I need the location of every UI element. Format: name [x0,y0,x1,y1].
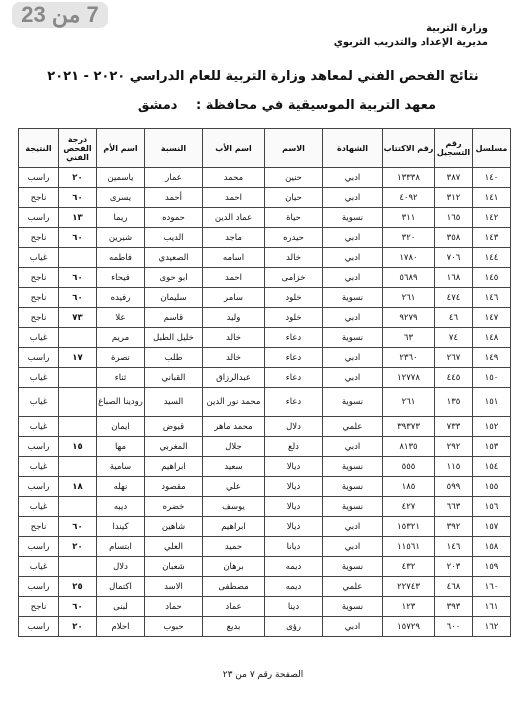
name-cell: خالد [265,248,323,268]
mother-name-cell: فيحاء [97,268,145,288]
name-cell: ديالا [265,497,323,517]
subscription-number-cell: ٢٦١ [383,388,435,417]
table-row [19,208,511,228]
column-header: رقم الاكتتاب [383,129,435,168]
column-header: مسلسل [473,129,511,168]
registration-number-cell: ١٣٥ [435,388,473,417]
name-cell: دعاء [265,368,323,388]
mother-name-cell: ثناء [97,368,145,388]
table-row [19,268,511,288]
father-name-cell: سعيد [203,457,265,477]
institute-label: معهد التربية الموسيقية في محافظة : [196,98,436,113]
surname-cell: طلب [145,348,203,368]
mother-name-cell: ديبه [97,497,145,517]
father-name-cell: عبدالرزاق [203,368,265,388]
father-name-cell: محمد ماهر [203,417,265,437]
certificate-cell: ادبي [323,308,383,328]
father-name-cell: احمد [203,188,265,208]
name-cell: ديالا [265,457,323,477]
registration-number-cell: ١٤٦ [435,537,473,557]
subscription-number-cell: ١٨٥ [383,477,435,497]
result-cell: ناجح [19,188,59,208]
column-header: اسم الأب [203,129,265,168]
mark-cell: ٢٠ [59,617,97,637]
certificate-cell: نسوية [323,557,383,577]
table-row [19,388,511,417]
result-cell: ناجح [19,228,59,248]
column-header: النسبة [145,129,203,168]
father-name-cell: مصطفى [203,577,265,597]
serial-cell: ١٦٠ [473,577,511,597]
registration-number-cell: ٢٠٣ [435,557,473,577]
certificate-cell: ادبي [323,168,383,188]
registration-number-cell: ٤٧٤ [435,288,473,308]
column-header: اسم الأم [97,129,145,168]
mark-cell: ٦٠ [59,597,97,617]
table-header-row [19,129,511,168]
mother-name-cell: احلام [97,617,145,637]
certificate-cell: ادبي [323,228,383,248]
serial-cell: ١٦١ [473,597,511,617]
serial-cell: ١٥٨ [473,537,511,557]
name-cell: خلود [265,308,323,328]
mark-cell: ١٥ [59,437,97,457]
surname-cell: القباني [145,368,203,388]
serial-cell: ١٥٧ [473,517,511,537]
mother-name-cell: اكتمال [97,577,145,597]
result-cell: راسب [19,617,59,637]
mark-cell: ٢٠ [59,168,97,188]
surname-cell: حماد [145,597,203,617]
surname-cell: الصعيدي [145,248,203,268]
name-cell: دلع [265,437,323,457]
mother-name-cell: ياسمين [97,168,145,188]
registration-number-cell: ٢٩٢ [435,437,473,457]
result-cell: غياب [19,368,59,388]
certificate-cell: ادبي [323,617,383,637]
father-name-cell: خالد [203,348,265,368]
subscription-number-cell: ٤٢٧ [383,497,435,517]
result-cell: غياب [19,557,59,577]
result-cell: راسب [19,577,59,597]
certificate-cell: نسوية [323,208,383,228]
serial-cell: ١٤٦ [473,288,511,308]
father-name-cell: يوسف [203,497,265,517]
mother-name-cell: علا [97,308,145,328]
mother-name-cell: لبنى [97,597,145,617]
mother-name-cell: شيرين [97,228,145,248]
mother-name-cell: نهله [97,477,145,497]
table-row [19,577,511,597]
subscription-number-cell: ١٢٣ [383,597,435,617]
result-cell: ناجح [19,597,59,617]
ministry-header [334,22,488,50]
surname-cell: حموده [145,208,203,228]
name-cell: ديمه [265,557,323,577]
name-cell: حنين [265,168,323,188]
mother-name-cell: مها [97,437,145,457]
mark-cell [59,417,97,437]
mother-name-cell: ايمان [97,417,145,437]
certificate-cell: نسوية [323,597,383,617]
subscription-number-cell: ١١٥٦١ [383,537,435,557]
name-cell: دعاء [265,348,323,368]
name-cell: دلال [265,417,323,437]
father-name-cell: عماد [203,597,265,617]
father-name-cell: احمد [203,268,265,288]
father-name-cell: ماجد [203,228,265,248]
result-cell: راسب [19,168,59,188]
column-header: درجة الفحص الفني [59,129,97,168]
table-row [19,228,511,248]
city-name: دمشق [137,98,178,113]
table-row [19,248,511,268]
subscription-number-cell: ٣٢٠ [383,228,435,248]
serial-cell: ١٤٩ [473,348,511,368]
registration-number-cell: ٣٩٣ [435,597,473,617]
surname-cell: خضره [145,497,203,517]
table-row [19,188,511,208]
table-row [19,288,511,308]
surname-cell: عمار [145,168,203,188]
subscription-number-cell: ٨١٣٥ [383,437,435,457]
certificate-cell: نسوية [323,497,383,517]
certificate-cell: ادبي [323,268,383,288]
surname-cell: المغربي [145,437,203,457]
mark-cell [59,248,97,268]
mark-cell: ٦٠ [59,517,97,537]
table-row [19,368,511,388]
registration-number-cell: ٧٤ [435,328,473,348]
surname-cell: قاسم [145,308,203,328]
subscription-number-cell: ٥٦٨٩ [383,268,435,288]
mother-name-cell: فاطمه [97,248,145,268]
father-name-cell: اسامه [203,248,265,268]
surname-cell: سليمان [145,288,203,308]
subscription-number-cell: ٢٢٧٤٣ [383,577,435,597]
table-row [19,348,511,368]
father-name-cell: وليد [203,308,265,328]
table-row [19,437,511,457]
serial-cell: ١٤٢ [473,208,511,228]
serial-cell: ١٤٨ [473,328,511,348]
serial-cell: ١٥٩ [473,557,511,577]
father-name-cell: حميد [203,537,265,557]
registration-number-cell: ٦٦٣ [435,497,473,517]
table-row [19,417,511,437]
subscription-number-cell: ١٥٣٢١ [383,517,435,537]
surname-cell: ابو حوى [145,268,203,288]
name-cell: رؤى [265,617,323,637]
subscription-number-cell: ١٣٣٣٨ [383,168,435,188]
subscription-number-cell: ٣١١ [383,208,435,228]
results-table-body [19,168,511,637]
subscription-number-cell: ٥٥٥ [383,457,435,477]
father-name-cell: بديع [203,617,265,637]
table-row [19,308,511,328]
mark-cell: ١٣ [59,208,97,228]
mother-name-cell: كيندا [97,517,145,537]
surname-cell: العلي [145,537,203,557]
subscription-number-cell: ٣٩٣٧٣ [383,417,435,437]
table-row [19,477,511,497]
mark-cell [59,368,97,388]
subscription-number-cell: ٤٠٩٢ [383,188,435,208]
result-cell: ناجح [19,308,59,328]
certificate-cell: نسوية [323,457,383,477]
document-title: نتائج الفحص الفني لمعاهد وزارة التربية للعام الدراسي ٢٠٢٠ - ٢٠٢١ [47,69,479,84]
table-row [19,168,511,188]
column-header: النتيجة [19,129,59,168]
result-cell: غياب [19,417,59,437]
serial-cell: ١٦٢ [473,617,511,637]
name-cell: خزامى [265,268,323,288]
registration-number-cell: ١١٥ [435,457,473,477]
mark-cell [59,557,97,577]
name-cell: خلود [265,288,323,308]
certificate-cell: ادبي [323,437,383,457]
mark-cell [59,388,97,417]
result-cell: غياب [19,248,59,268]
subscription-number-cell: ١٢٧٧٨ [383,368,435,388]
mark-cell: ٦٠ [59,228,97,248]
registration-number-cell: ٢٦٧ [435,348,473,368]
subscription-number-cell: ٩٢٧٩ [383,308,435,328]
institute-line [138,98,436,113]
father-name-cell: ابراهيم [203,517,265,537]
mark-cell: ٦٠ [59,268,97,288]
name-cell: ديمه [265,577,323,597]
registration-number-cell: ٥٩٩ [435,477,473,497]
certificate-cell: نسوية [323,477,383,497]
name-cell: ديالا [265,517,323,537]
column-header: الشهادة [323,129,383,168]
mark-cell: ١٧ [59,348,97,368]
father-name-cell: محمد [203,168,265,188]
name-cell: ديانا [265,537,323,557]
name-cell: حياة [265,208,323,228]
table-row [19,557,511,577]
serial-cell: ١٤١ [473,188,511,208]
surname-cell: مقصود [145,477,203,497]
mother-name-cell: ريما [97,208,145,228]
serial-cell: ١٥١ [473,388,511,417]
table-row [19,597,511,617]
registration-number-cell: ٤٦٨ [435,577,473,597]
certificate-cell: نسوية [323,328,383,348]
father-name-cell: برهان [203,557,265,577]
registration-number-cell: ٤٤٥ [435,368,473,388]
mother-name-cell: يسرى [97,188,145,208]
result-cell: ناجح [19,288,59,308]
result-cell: راسب [19,537,59,557]
subscription-number-cell: ٦٣ [383,328,435,348]
name-cell: ديالا [265,477,323,497]
registration-number-cell: ٧٠٦ [435,248,473,268]
serial-cell: ١٤٠ [473,168,511,188]
mark-cell [59,457,97,477]
serial-cell: ١٤٥ [473,268,511,288]
serial-cell: ١٥٢ [473,417,511,437]
registration-number-cell: ٤٦ [435,308,473,328]
column-header: رقم التسجيل [435,129,473,168]
serial-cell: ١٤٤ [473,248,511,268]
mother-name-cell: نصرة [97,348,145,368]
result-cell: راسب [19,208,59,228]
subscription-number-cell: ٢٣٦٠ [383,348,435,368]
father-name-cell: سامر [203,288,265,308]
column-header: الاسم [265,129,323,168]
mark-cell: ٢٥ [59,577,97,597]
registration-number-cell: ١٦٨ [435,268,473,288]
certificate-cell: نسوية [323,388,383,417]
father-name-cell: علي [203,477,265,497]
registration-number-cell: ٣٨٧ [435,168,473,188]
mark-cell: ٦٠ [59,288,97,308]
serial-cell: ١٥٤ [473,457,511,477]
certificate-cell: ادبي [323,517,383,537]
mark-cell: ٢٠ [59,537,97,557]
surname-cell: الاسد [145,577,203,597]
serial-cell: ١٥٠ [473,368,511,388]
result-cell: غياب [19,457,59,477]
certificate-cell: علمي [323,417,383,437]
certificate-cell: نسوية [323,288,383,308]
mother-name-cell: رفيده [97,288,145,308]
name-cell: دينا [265,597,323,617]
mother-name-cell: دلال [97,557,145,577]
table-row [19,517,511,537]
certificate-cell: ادبي [323,248,383,268]
serial-cell: ١٥٥ [473,477,511,497]
name-cell: دعاء [265,388,323,417]
subscription-number-cell: ١٥٧٢٩ [383,617,435,637]
registration-number-cell: ١٦٥ [435,208,473,228]
certificate-cell: علمي [323,577,383,597]
registration-number-cell: ٣٩٢ [435,517,473,537]
name-cell: حيان [265,188,323,208]
mark-cell: ١٨ [59,477,97,497]
name-cell: دعاء [265,328,323,348]
serial-cell: ١٤٧ [473,308,511,328]
surname-cell: شاهين [145,517,203,537]
serial-cell: ١٥٦ [473,497,511,517]
result-cell: راسب [19,437,59,457]
registration-number-cell: ٣١٢ [435,188,473,208]
subscription-number-cell: ٢٦١ [383,288,435,308]
results-table [18,128,511,637]
certificate-cell: ادبي [323,188,383,208]
result-cell: راسب [19,348,59,368]
surname-cell: أحمد [145,188,203,208]
directorate-name: مديرية الإعداد والتدريب التربوي [333,37,488,48]
table-row [19,617,511,637]
table-row [19,328,511,348]
surname-cell: خليل الطبل [145,328,203,348]
mother-name-cell: سامية [97,457,145,477]
registration-number-cell: ٣٥٨ [435,228,473,248]
result-cell: راسب [19,477,59,497]
mark-cell: ٧٣ [59,308,97,328]
mother-name-cell: رودينا الصباغ [97,388,145,417]
surname-cell: قيوض [145,417,203,437]
mark-cell [59,328,97,348]
father-name-cell: جلال [203,437,265,457]
mark-cell [59,497,97,517]
surname-cell: الديب [145,228,203,248]
father-name-cell: خالد [203,328,265,348]
page-footer: الصفحة رقم ٧ من ٢٣ [222,670,304,680]
subscription-number-cell: ٤٣٢ [383,557,435,577]
registration-number-cell: ٧٣٣ [435,417,473,437]
table-row [19,457,511,477]
mother-name-cell: مريم [97,328,145,348]
certificate-cell: ادبي [323,537,383,557]
registration-number-cell: ٦٠٠ [435,617,473,637]
mother-name-cell: ابتسام [97,537,145,557]
father-name-cell: محمد نور الدين [203,388,265,417]
result-cell: غياب [19,497,59,517]
serial-cell: ١٥٣ [473,437,511,457]
result-cell: غياب [19,328,59,348]
certificate-cell: ادبي [323,368,383,388]
name-cell: حيدره [265,228,323,248]
table-row [19,497,511,517]
certificate-cell: ادبي [323,348,383,368]
surname-cell: حبوب [145,617,203,637]
subscription-number-cell: ١٧٨٠ [383,248,435,268]
result-cell: غياب [19,388,59,417]
father-name-cell: عماد الدين [203,208,265,228]
table-row [19,537,511,557]
surname-cell: السيد [145,388,203,417]
page-counter-badge: 7 من 23 [12,2,108,28]
serial-cell: ١٤٣ [473,228,511,248]
surname-cell: ابراهيم [145,457,203,477]
ministry-name: وزارة التربية [426,23,488,34]
result-cell: ناجح [19,517,59,537]
mark-cell: ٦٠ [59,188,97,208]
result-cell: ناجح [19,268,59,288]
surname-cell: شعبان [145,557,203,577]
